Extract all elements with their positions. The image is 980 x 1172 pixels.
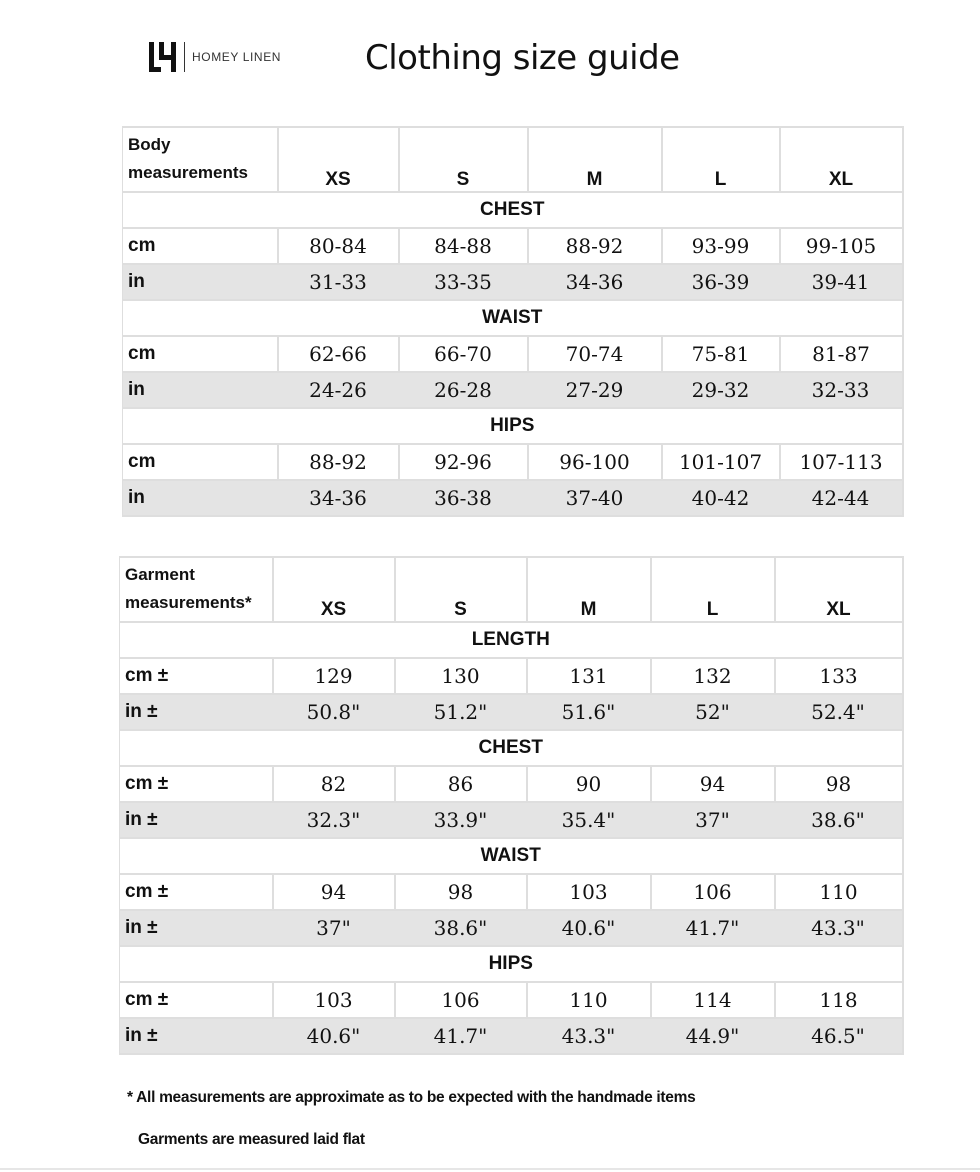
size-header-s: S — [395, 557, 527, 622]
table-cell: 133 — [775, 658, 903, 694]
section-row-hips — [120, 946, 903, 982]
table-cell: 94 — [273, 874, 395, 910]
table-cell: 114 — [651, 982, 775, 1018]
section-row-chest — [123, 192, 903, 228]
size-header-xl: XL — [775, 557, 903, 622]
table-cell: 110 — [527, 982, 651, 1018]
section-row-chest — [120, 730, 903, 766]
table-row — [123, 228, 903, 264]
unit-label: in ± — [120, 694, 273, 730]
table-row — [120, 982, 903, 1018]
table-cell: 39-41 — [780, 264, 903, 300]
table-row — [120, 694, 903, 730]
unit-label: in — [123, 480, 278, 516]
table-cell: 94 — [651, 766, 775, 802]
table-cell: 36-38 — [399, 480, 528, 516]
table-cell: 86 — [395, 766, 527, 802]
unit-label: in ± — [120, 910, 273, 946]
table-cell: 106 — [651, 874, 775, 910]
hl-monogram-icon — [148, 40, 178, 74]
table-cell: 131 — [527, 658, 651, 694]
table-cell: 51.6" — [527, 694, 651, 730]
row-label-header — [120, 557, 273, 622]
section-title: LENGTH — [120, 622, 903, 658]
table-cell: 43.3" — [775, 910, 903, 946]
table-cell: 101-107 — [662, 444, 780, 480]
footnote-approximate: * All measurements are approximate as to be expected with the handmade items — [127, 1089, 696, 1106]
table-cell: 118 — [775, 982, 903, 1018]
table-cell: 103 — [273, 982, 395, 1018]
section-title: HIPS — [123, 408, 903, 444]
table-cell: 93-99 — [662, 228, 780, 264]
table-cell: 35.4" — [527, 802, 651, 838]
table-cell: 40-42 — [662, 480, 780, 516]
table-row — [123, 336, 903, 372]
table-cell: 26-28 — [399, 372, 528, 408]
table-row — [120, 874, 903, 910]
table-cell: 40.6" — [273, 1018, 395, 1054]
table-cell: 43.3" — [527, 1018, 651, 1054]
table-cell: 34-36 — [278, 480, 399, 516]
unit-label: cm — [123, 228, 278, 264]
table-cell: 98 — [775, 766, 903, 802]
table-cell: 34-36 — [528, 264, 662, 300]
table-cell: 31-33 — [278, 264, 399, 300]
table-cell: 38.6" — [395, 910, 527, 946]
section-title: HIPS — [120, 946, 903, 982]
table-cell: 132 — [651, 658, 775, 694]
table-cell: 32.3" — [273, 802, 395, 838]
section-title: WAIST — [120, 838, 903, 874]
table-cell: 70-74 — [528, 336, 662, 372]
table-cell: 88-92 — [528, 228, 662, 264]
table-cell: 37" — [651, 802, 775, 838]
table-cell: 75-81 — [662, 336, 780, 372]
header-row — [123, 127, 903, 192]
table-cell: 130 — [395, 658, 527, 694]
unit-label: cm — [123, 444, 278, 480]
table-cell: 36-39 — [662, 264, 780, 300]
footnote-laid-flat: Garments are measured laid flat — [138, 1131, 365, 1148]
table-row — [120, 910, 903, 946]
table-cell: 41.7" — [395, 1018, 527, 1054]
table-cell: 46.5" — [775, 1018, 903, 1054]
size-header-m: M — [527, 557, 651, 622]
table-cell: 90 — [527, 766, 651, 802]
size-header-m: M — [528, 127, 662, 192]
table-cell: 99-105 — [780, 228, 903, 264]
table-row — [120, 802, 903, 838]
body-measurements-table — [122, 126, 904, 517]
table-cell: 62-66 — [278, 336, 399, 372]
unit-label: in ± — [120, 802, 273, 838]
table-cell: 82 — [273, 766, 395, 802]
row-label-header-line: measurements — [128, 163, 249, 182]
table-cell: 50.8" — [273, 694, 395, 730]
page-title: Clothing size guide — [365, 38, 680, 78]
table-cell: 41.7" — [651, 910, 775, 946]
table-row — [123, 264, 903, 300]
table-row — [120, 1018, 903, 1054]
table-row — [120, 766, 903, 802]
size-header-xs: XS — [273, 557, 395, 622]
page-bottom-rule — [0, 1168, 980, 1170]
unit-label: in — [123, 264, 278, 300]
table-cell: 51.2" — [395, 694, 527, 730]
table-cell: 40.6" — [527, 910, 651, 946]
brand-name: HOMEY LINEN — [192, 50, 282, 64]
size-header-xs: XS — [278, 127, 399, 192]
table-cell: 106 — [395, 982, 527, 1018]
table-cell: 110 — [775, 874, 903, 910]
table-cell: 42-44 — [780, 480, 903, 516]
row-label-header-line: Body — [128, 135, 171, 154]
table-cell: 27-29 — [528, 372, 662, 408]
section-row-length — [120, 622, 903, 658]
unit-label: in ± — [120, 1018, 273, 1054]
unit-label: cm ± — [120, 658, 273, 694]
table-row — [123, 444, 903, 480]
size-header-s: S — [399, 127, 528, 192]
table-cell: 98 — [395, 874, 527, 910]
table-cell: 92-96 — [399, 444, 528, 480]
section-title: CHEST — [123, 192, 903, 228]
table-cell: 66-70 — [399, 336, 528, 372]
header-row — [120, 557, 903, 622]
table-row — [120, 658, 903, 694]
table-cell: 37" — [273, 910, 395, 946]
row-label-header-line: Garment — [125, 565, 195, 584]
table-cell: 37-40 — [528, 480, 662, 516]
unit-label: cm — [123, 336, 278, 372]
section-row-waist — [120, 838, 903, 874]
table-row — [123, 372, 903, 408]
brand-logo — [148, 40, 281, 74]
table-cell: 38.6" — [775, 802, 903, 838]
table-cell: 29-32 — [662, 372, 780, 408]
table-cell: 33-35 — [399, 264, 528, 300]
unit-label: cm ± — [120, 766, 273, 802]
row-label-header-line: measurements* — [125, 593, 252, 612]
table-cell: 103 — [527, 874, 651, 910]
table-cell: 52" — [651, 694, 775, 730]
unit-label: cm ± — [120, 874, 273, 910]
size-header-xl: XL — [780, 127, 903, 192]
table-cell: 44.9" — [651, 1018, 775, 1054]
table-cell: 129 — [273, 658, 395, 694]
table-cell: 33.9" — [395, 802, 527, 838]
section-title: WAIST — [123, 300, 903, 336]
section-row-hips — [123, 408, 903, 444]
table-row — [123, 480, 903, 516]
table-cell: 32-33 — [780, 372, 903, 408]
size-header-l: L — [662, 127, 780, 192]
unit-label: in — [123, 372, 278, 408]
table-cell: 88-92 — [278, 444, 399, 480]
section-row-waist — [123, 300, 903, 336]
table-cell: 107-113 — [780, 444, 903, 480]
table-cell: 24-26 — [278, 372, 399, 408]
table-cell: 84-88 — [399, 228, 528, 264]
table-cell: 80-84 — [278, 228, 399, 264]
table-cell: 52.4" — [775, 694, 903, 730]
table-cell: 81-87 — [780, 336, 903, 372]
size-header-l: L — [651, 557, 775, 622]
logo-divider — [184, 42, 185, 72]
garment-measurements-table — [119, 556, 904, 1055]
unit-label: cm ± — [120, 982, 273, 1018]
table-cell: 96-100 — [528, 444, 662, 480]
row-label-header — [123, 127, 278, 192]
section-title: CHEST — [120, 730, 903, 766]
